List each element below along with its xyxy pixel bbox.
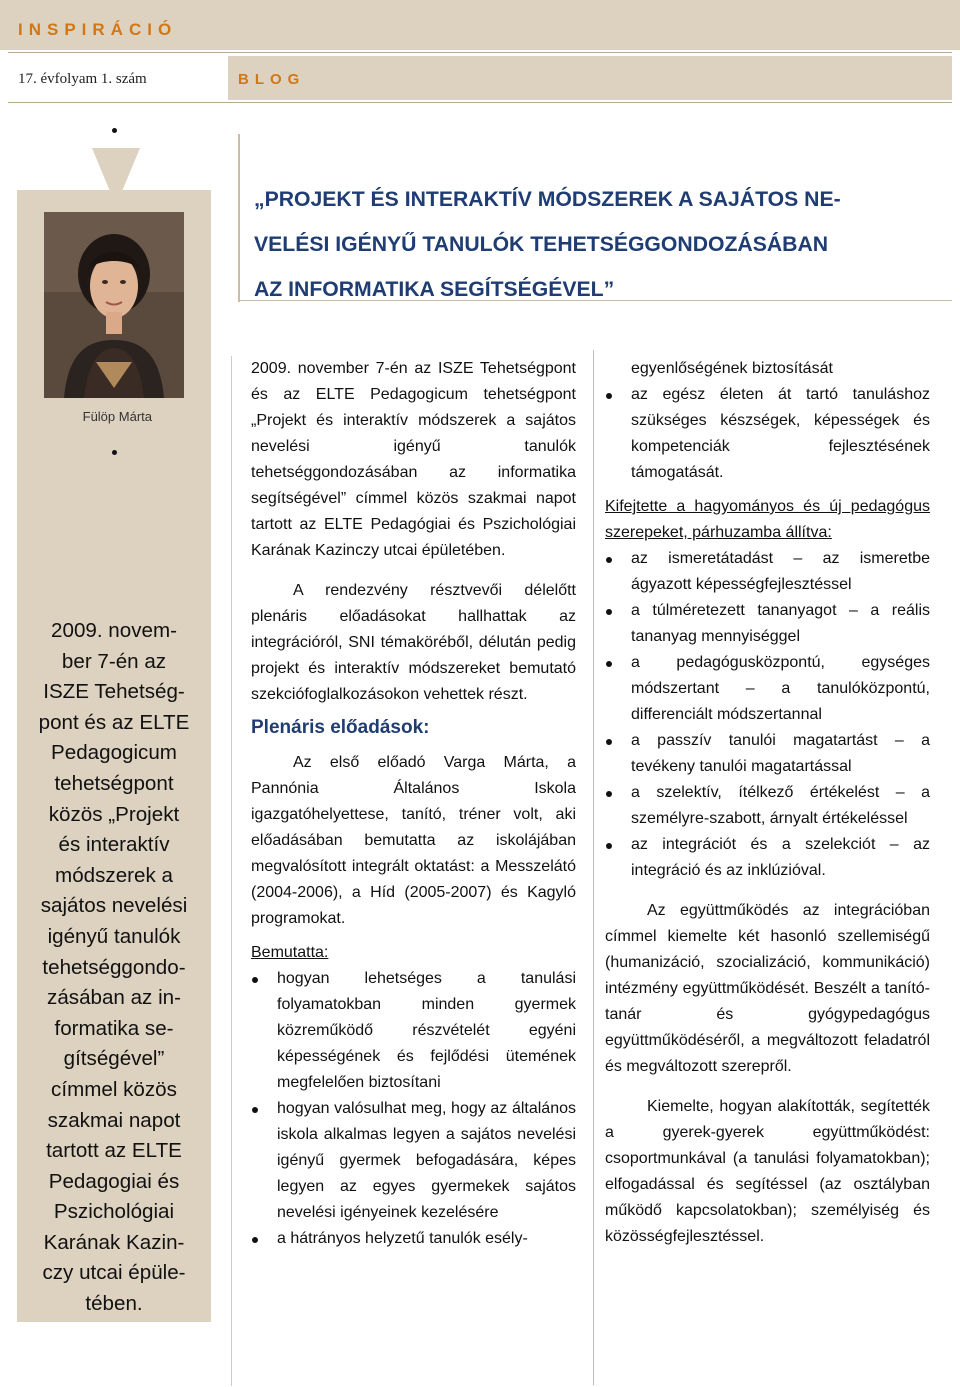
title-line-2: VELÉSI IGÉNYŰ TANULÓK TEHETSÉGGONDOZÁSÁBAN (254, 233, 829, 256)
goals-list (605, 382, 930, 486)
section-label: BLOG (238, 71, 306, 88)
pullquote-line: 2009. novem- (51, 619, 177, 642)
pullquote-line: módszerek a (55, 863, 173, 887)
article-column-2 (605, 356, 930, 1250)
list-item: az egész életen át tartó tanuláshoz szükséges készségek, képességek és kompetenciák fejlesztésének támogatását. (605, 382, 930, 486)
article-column-1 (251, 356, 576, 1252)
pullquote-line: Pedagogicum (51, 741, 177, 765)
list-item: az ismeretátadást – az ismeretbe ágyazott képességfejlesztéssel (605, 546, 930, 598)
pullquote-line: tehetséggondo- (42, 955, 186, 979)
continuation-text: egyenlőségének biztosítását (631, 360, 833, 377)
column-divider-left (231, 356, 232, 1386)
column-divider-right (593, 350, 594, 1385)
bullet-dot-3 (112, 450, 117, 455)
event-paragraph: A rendezvény résztvevői délelőtt plenáris előadásokat hallhattak az integrációról, SNI témaköréből, délután pedig projekt és interaktív módszereket bemutató szekciófoglalkozásokon vehettek részt. (251, 582, 576, 703)
pullquote-line: szakmai napot (47, 1108, 181, 1132)
title-rule-left (238, 134, 240, 302)
article-title (254, 177, 944, 312)
pullquote-line: címmel közös (51, 1077, 177, 1101)
issue-label: 17. évfolyam 1. szám (18, 71, 147, 87)
list-item: hogyan lehetséges a tanulási folyamatokban minden gyermek közreműködő részvételét egyéni képességének és fejlődési ütemének megfelelően biztosítani (251, 966, 576, 1096)
intro-paragraph: 2009. november 7-én az ISZE Tehetségpont és az ELTE Pedagogicum tehetségpont „Projekt és interaktív módszerek a sajátos nevelési igényű tanulók tehetséggondozásában az informatika segítségével” címmel közös szakmai napot tartott az ELTE Pedagógiai és Pszichológiai Karának Kazinczy utcai épületében. (251, 360, 576, 559)
magazine-name: INSPIRÁCIÓ (18, 20, 178, 39)
pullquote-line: Pszichológiai (53, 1200, 175, 1224)
section-heading: Plenáris előadások: (251, 717, 430, 738)
pullquote-line: tében. (85, 1292, 143, 1316)
pullquote-line: és interaktív (58, 833, 170, 857)
section-tab (228, 56, 952, 100)
list-item: a túlméretezett tananyagot – a reális tananyag mennyiséggel (605, 598, 930, 650)
comparison-list (605, 546, 930, 884)
pullquote-line: tehetségpont (54, 771, 174, 795)
pullquote-line: ber 7-én az (61, 649, 167, 673)
header-bottom-divider (8, 102, 952, 103)
pullquote-line: közös „Projekt (48, 802, 180, 826)
list-item: hogyan valósulhat meg, hogy az általános iskola alkalmas legyen a sajátos nevelési igényű gyermek befogadására, képes legyen az egyes gyermekek sajátos nevelési igényeinek kezelésére (251, 1096, 576, 1226)
pullquote-line: gítségével” (63, 1047, 165, 1071)
cooperation-paragraph: Az együttműködés az integrációban címmel kiemelte két hasonló szellemiségű (humanizáció, szocializáció, kommunikáció) intézmény együttműködését. Beszélt a tanító-tanár és gyógypedagógus együttműködéséről, a megváltozott feladatról és megváltozott szerepről. (605, 902, 930, 1075)
pullquote-line: ISZE Tehetség- (43, 680, 185, 704)
bullet-dot-1 (112, 128, 117, 133)
author-caption: Fülöp Márta (82, 409, 152, 424)
pullquote-line: zásában az in- (47, 986, 181, 1010)
list-item: a pedagógusközpontú, egységes módszertant – a tanulóközpontú, differenciált módszertannal (605, 650, 930, 728)
pullquote-line: formatika se- (54, 1016, 174, 1040)
sidebar-pullquote (25, 616, 203, 1320)
pullquote-line: pont és az ELTE (38, 710, 190, 734)
header-divider (8, 52, 952, 53)
highlight-paragraph: Kiemelte, hogyan alakították, segítették a gyerek-gyerek együttműködést: csoportmunkával (a tanulási folyamatokban); elfogadással és segítéssel (az osztályban működő kapcsolatokban); személyiség és közösségfejlesztéssel. (605, 1098, 930, 1245)
list-item: az integrációt és a szelekciót – az integráció és az inklúzióval. (605, 832, 930, 884)
list-item: a szelektív, ítélkező értékelést – a személyre-szabott, árnyalt értékeléssel (605, 780, 930, 832)
pullquote-line: igényű tanulók (47, 924, 181, 948)
presented-list (251, 966, 576, 1252)
pullquote-line: Pedagogiai és (48, 1169, 180, 1193)
pullquote-line: czy utcai épüle- (42, 1261, 186, 1285)
comparison-lead: Kifejtette a hagyományos és új pedagógus szerepeket, párhuzamba állítva: (605, 498, 930, 541)
title-line-3: AZ INFORMATIKA SEGÍTSÉGÉVEL” (254, 278, 615, 301)
presented-label: Bemutatta: (251, 944, 329, 961)
list-item: a hátrányos helyzetű tanulók esély- (251, 1226, 576, 1252)
pullquote-line: sajátos nevelési (40, 894, 188, 918)
pullquote-line: Karának Kazin- (43, 1230, 185, 1254)
author-photo (44, 212, 184, 398)
list-item: a passzív tanulói magatartást – a tevékeny tanulói magatartással (605, 728, 930, 780)
pullquote-line: tartott az ELTE (46, 1139, 182, 1163)
arrow-triangle-mid (92, 462, 140, 580)
title-line-1: „PROJEKT ÉS INTERAKTÍV MÓDSZEREK A SAJÁTOS NE- (254, 188, 841, 211)
speaker-paragraph: Az első előadó Varga Márta, a Pannónia Általános Iskola igazgatóhelyettese, tanító, tréner volt, aki előadásában bemutatta az iskolájában megvalósított integrált oktatást: a Messzelátó (2004-2006), a Híd (2005-2007) és Kagyló programokat. (251, 754, 576, 927)
